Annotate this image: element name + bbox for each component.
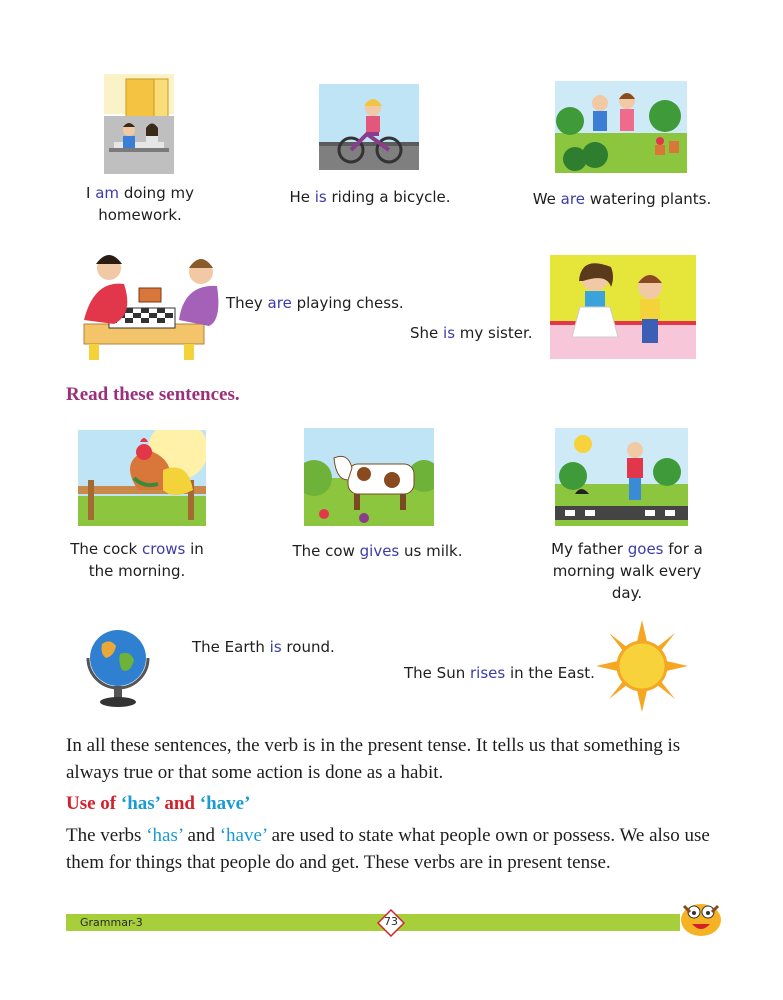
caption-cock: The cock crows in the morning. (70, 540, 204, 580)
watering-plants-illustration (555, 81, 687, 173)
caption-chess: They are playing chess. (226, 294, 404, 312)
bicycle-illustration (319, 84, 419, 170)
footer-book-title: Grammar-3 (80, 916, 143, 929)
morning-walk-illustration (555, 428, 688, 526)
caption-homework: I am doing my homework. (86, 184, 194, 224)
caption-walk: My father goes for a morning walk every day. (551, 540, 703, 602)
sister-illustration (550, 255, 696, 359)
page-number-badge (377, 909, 405, 937)
verb: crows (141, 540, 186, 558)
verb: rises (469, 664, 506, 682)
caption-sister: She is my sister. (410, 324, 533, 342)
verb: is (443, 324, 456, 342)
footer-bar (66, 914, 680, 931)
cock-illustration (78, 430, 206, 526)
caption-cow: The cow gives us milk. (292, 542, 463, 560)
read-sentences-heading: Read these sentences. (66, 384, 240, 405)
verb: am (95, 184, 120, 202)
keyword-has: ‘has’ (146, 825, 183, 846)
keyword-have: ‘have’ (219, 825, 267, 846)
verb: are (560, 190, 585, 208)
mascot-icon (676, 894, 726, 938)
has-have-explanation: The verbs ‘has’ and ‘have’ are used to state what people own or possess. We also use them for things that people do and get. These verbs are in present tense. (66, 825, 710, 873)
sun-illustration (596, 620, 688, 712)
keyword-has: ‘has’ (120, 793, 160, 814)
caption-bicycle: He is riding a bicycle. (289, 188, 451, 206)
verb: are (267, 294, 292, 312)
present-tense-explanation: In all these sentences, the verb is in the present tense. It tells us that something is always true or that some action is done as a habit. (66, 735, 681, 783)
has-have-heading: Use of ‘has’ and ‘have’ (66, 793, 251, 814)
verb: is (269, 638, 282, 656)
cow-illustration (304, 428, 434, 526)
verb: goes (627, 540, 664, 558)
verb: is (314, 188, 327, 206)
globe-illustration (84, 624, 154, 710)
keyword-have: ‘have’ (199, 793, 251, 814)
caption-earth: The Earth is round. (192, 638, 335, 656)
caption-sun: The Sun rises in the East. (404, 664, 595, 682)
verb: gives (359, 542, 400, 560)
homework-illustration (104, 74, 174, 174)
page-number: 73 (384, 915, 398, 928)
caption-watering: We are watering plants. (532, 190, 712, 208)
chess-illustration (79, 250, 222, 362)
